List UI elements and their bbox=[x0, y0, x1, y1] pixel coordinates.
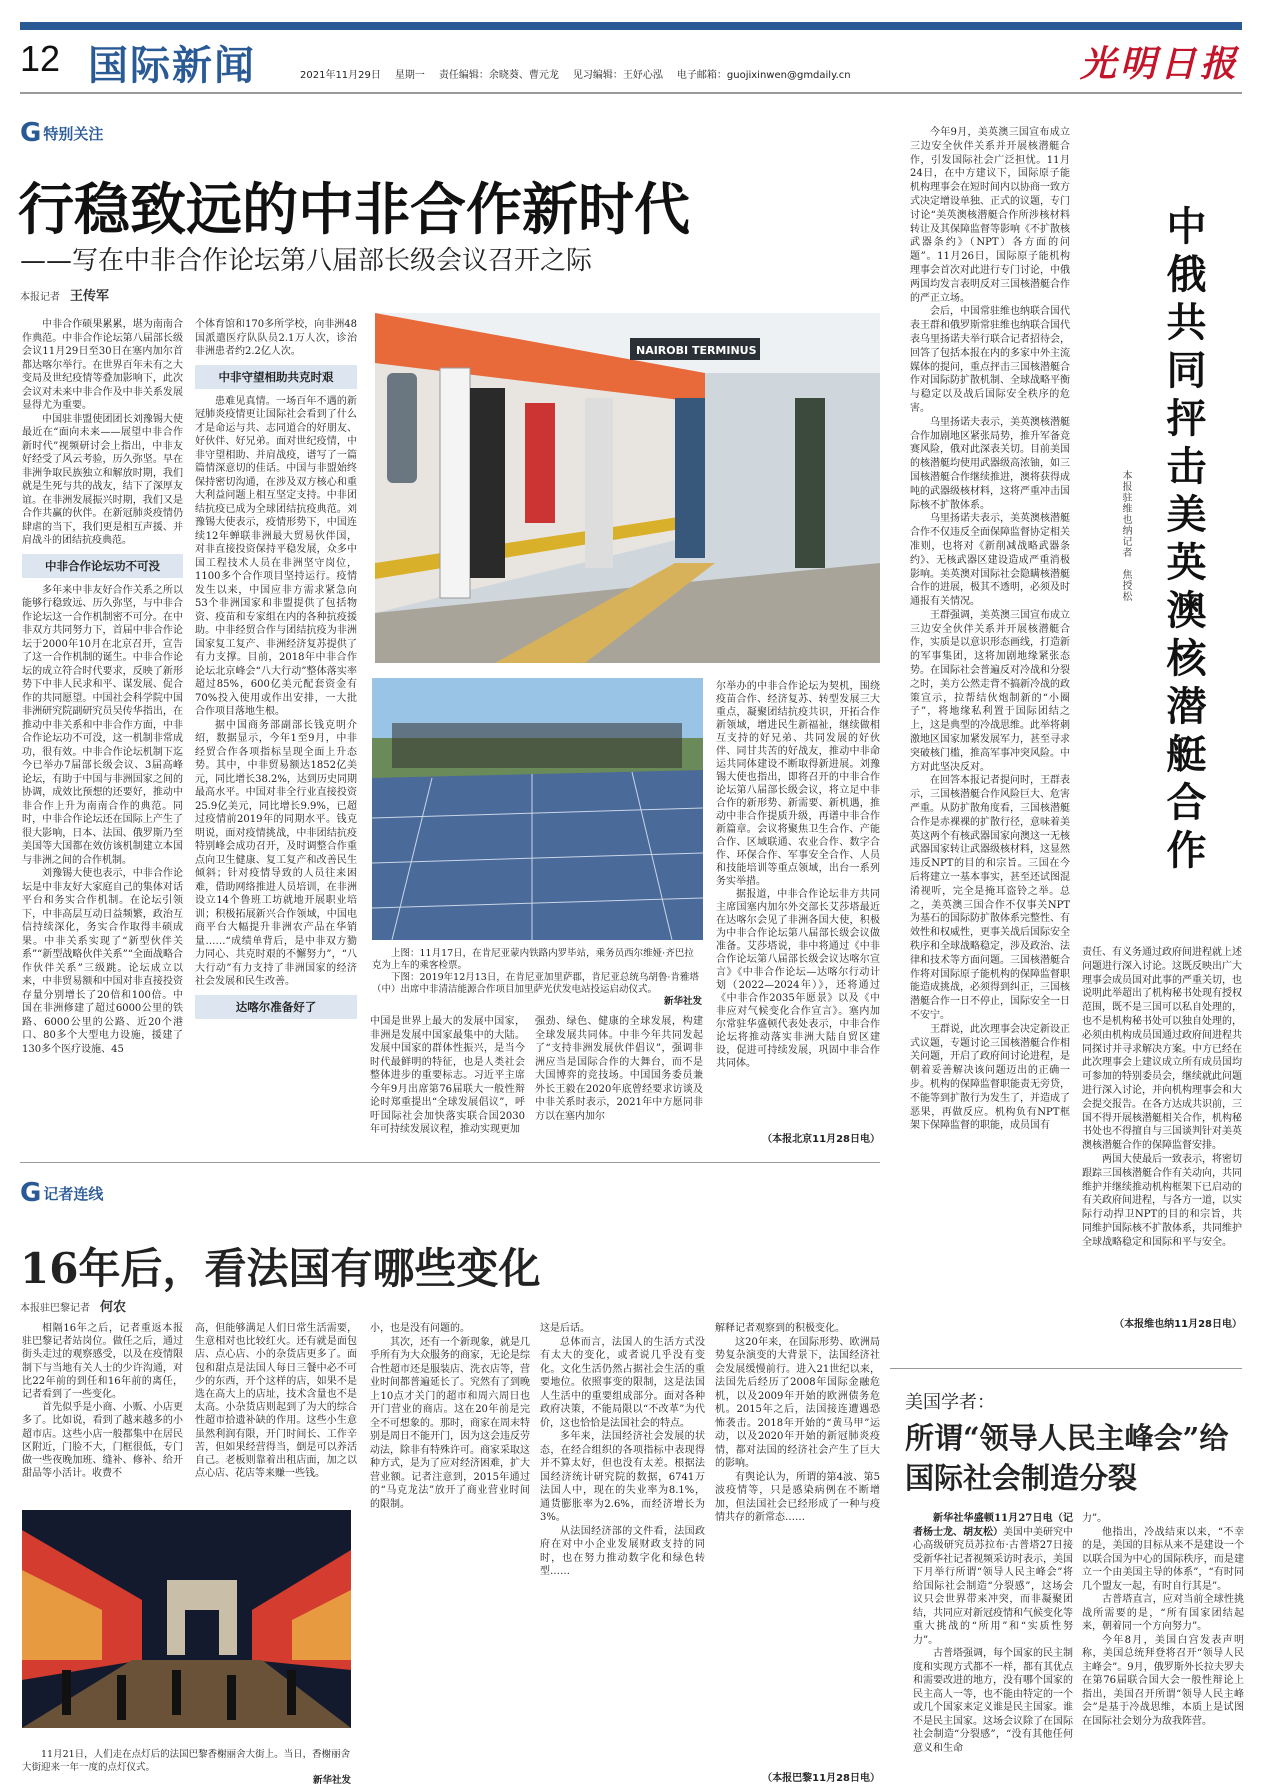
dateline: （本报巴黎11月28日电） bbox=[762, 1773, 880, 1784]
weekday: 星期一 bbox=[394, 70, 425, 81]
scholar-headline: 所谓“领导人民主峰会”给国际社会制造分裂 bbox=[905, 1421, 1229, 1495]
france-headline: 16年后，看法国有哪些变化 bbox=[20, 1244, 541, 1293]
divider bbox=[890, 1368, 1242, 1369]
nuclear-byline: 本报驻维也纳记者 焦授松 bbox=[1120, 470, 1131, 602]
date: 2021年11月29日 bbox=[300, 70, 381, 81]
article-column: 这是后话。 总体而言，法国人的生活方式没有太大的变化，或者说几乎没有变化。文化生活仍然占据社会生活的重要地位。依照事变的限制，这是法国人生活中的重要组成部分。面对各种政府决策，不能局限以“不改革”为代价，这也恰恰是法国社会的特点。 多年来，法国经济社会发展的状态，在经合组织的各项指标中表现得并不算太好，但也没有太差。根据法国经济统计研究院的数据，6741万法国人中，现在的失业率为8.1%，通货膨胀率为2.6%，而经济增长为3%。 从法国经济部的文件看，法国政府在对中小企业发展财政支持的同时，也在努力推动数字化和绿色转型…… bbox=[540, 1323, 705, 1577]
top-rule bbox=[20, 22, 1242, 30]
article-column: 力”。 他指出，冷战结束以来，“不幸的是，美国的目标从来不是建设一个以联合国为中心的国际秩序，而是建立一个由美国主导的体系”，“有时同几个盟友一起，有时自行其是”。 古普塔直言，应对当前全球性挑战所需要的是，“所有国家团结起来，朝着同一个方向努力”。 今年8月，美国白宫发表声明称，美国总统拜登将召开“领导人民主峰会”。9月，俄罗斯外长拉夫罗夫在第76届联合国大会一般性辩论上指出，美国召开所谓“领导人民主峰会”是基于冷战思维，本质上是试图在国际社会划分为敌我阵营。 bbox=[1082, 1513, 1244, 1727]
dateline: （本报北京11月28日电） bbox=[762, 1134, 880, 1145]
section-tag: G 记者连线 bbox=[20, 1178, 104, 1208]
article-column: 中非合作硕果累累，堪为南南合作典范。中非合作论坛第八届部长级会议11月29日至30日在塞内加尔首都达喀尔举行。在世界百年未有之大变局及世纪疫情等叠加影响下，此次会议对未来中非合作及中非关系发展显得尤为重要。 中国驻非盟使团团长刘豫锡大使最近在“面向未来——展望中非合作新时代”视频研讨会上指出，中非友好经受了风云考验，历久弥坚。早在非洲争取民族独立和解放时期，我们就是生死与共的战友，结下了深厚友谊。在非洲发展振兴时期，我们又是合作共赢的伙伴。在新冠肺炎疫情仍肆虐的当下，我们更是相互声援、并肩战斗的团结抗疫典范。 中非合作论坛功不可没 多年来中非友好合作关系之所以能够行稳致远、历久弥坚，与中非合作论坛这一合作机制密不可分。在中非双方共同努力下，首届中非合作论坛于2000年10月在北京召开，宣告了这一合作机制的诞生。中非合作论坛的成立符合时代要求，反映了新形势下中非人民求和平、谋发展、促合作的共同愿望。中国社会科学院中国非洲研究院副研究员吴传华指出，在推动中非关系和中非合作方面，中非合作论坛功不可没，这一机制非常成功，很有效。中非合作论坛机制下迄今已举办7届部长级会议、3届高峰论坛，有助于中国与非洲国家之间的协调，成效比预想的还要好，推动中非合作上升为南南合作的典范。同时，中非合作论坛还在国际上产生了很大影响，日本、法国、俄罗斯乃至美国等大国都在效仿该机制建立本国与非洲之间的合作机制。 刘豫锡大使也表示，中非合作论坛是中非友好大家庭自己的集体对话平台和务实合作机制。在论坛引领下，中非高层互动日益频繁，政治互信持续深化，务实合作取得丰硕成果。中非关系实现了“新型伙伴关系”“新型战略伙伴关系”“全面战略合作伙伴关系”三级跳。论坛成立以来，中非贸易额和中国对非直接投资存量分别增长了20倍和100倍。中国在非洲修建了超过6000公里的铁路、6000公里的公路、近20个港口、80多个大型电力设施，援建了130多个医疗设施、45 bbox=[22, 319, 183, 1055]
g-logo-icon: G bbox=[20, 1178, 42, 1208]
photo-credit: 新华社发 bbox=[663, 996, 702, 1007]
dateline: （本报维也纳11月28日电） bbox=[1114, 1319, 1242, 1330]
nuclear-column: 责任、有义务通过政府间进程就上述问题进行深入讨论。这既反映出广大理事会成员国对此事的严重关切，也说明此举超出了机构秘书处现有授权范围，既不是三国可以私自处理的，也不是机构秘书处可以独自处理的，必须由机构成员国通过政府间进程共同探讨并寻求解决方案。中方已经在此次理事会上建议成立所有成员国均可参加的特别委员会，继续就此问题进行深入讨论，并向机构理事会和大会提交报告。在各方达成共识前，三国不得开展核潜艇相关合作，机构秘书处也不得擅自与三国谈判针对美英澳核潜艇合作的保障监督安排。 两国大使最后一致表示，将密切跟踪三国核潜艇合作有关动向，共同维护并继续推动机构框架下已启动的有关政府间进程，与各方一道，以实际行动捍卫NPT的目的和宗旨，共同维护国际核不扩散体系，共同维护全球战略稳定和国际和平与安全。 bbox=[1082, 947, 1242, 1248]
nuclear-column: 今年9月，美英澳三国宣布成立三边安全伙伴关系并开展核潜艇合作，引发国际社会广泛担忧。11月24日，在中方建议下，国际原子能机构理事会在短时间内以协商一致方式决定增设单独、正式的议题，专门讨论“美英澳核潜艇合作所涉核材料转让及其保障监督等影响《不扩散核武器条约》（NPT）各方面的问题”。11月26日，国际原子能机构理事会首次对此进行专门讨论，中俄两国均发言表明反对三国核潜艇合作的严正立场。 会后，中国常驻维也纳联合国代表王群和俄罗斯常驻维也纳联合国代表乌里扬诺夫举行联合记者招待会，回答了包括本报在内的多家中外主流媒体的提问，重点抨击三国核潜艇合作对国际防扩散机制、全球战略平衡与稳定以及战后国际安全秩序的危害。 乌里扬诺夫表示，美英澳核潜艇合作加剧地区紧张局势，推升军备竞赛风险，俄对此深表关切。目前美国的核潜艇均使用武器级高浓铀，如三国核潜艇合作继续推进，澳将获得成吨的武器级核材料，这将严重冲击国际核不扩散体系。 乌里扬诺夫表示，美英澳核潜艇合作不仅违反全面保障监督协定相关准则，也将对《新削减战略武器条约》、无核武器区建设造成严重消极影响。美英澳对国际社会隐瞒核潜艇合作的进展，极其不透明，必须及时通报有关情况。 王群强调，美英澳三国宣布成立三边安全伙伴关系并开展核潜艇合作，实质是以意识形态画线，打造新的军事集团，这将加剧地缘紧张态势。在国际社会普遍反对冷战和分裂之时，美方公然走背不搞新冷战的政策宣示，拉帮结伙炮制新的“小圈子”，将地缘私利置于国际团结之上，这是典型的冷战思维。此举将刺激地区国家加紧发展军力，甚至寻求突破核门槛，推高军事冲突风险。中方对此坚决反对。 在回答本报记者提问时，王群表示，三国核潜艇合作风险巨大、危害严重。从防扩散角度看，三国核潜艇合作是赤裸裸的扩散行径，意味着美英这两个有核武器国家向澳这一无核武器国家转让武器级核材料，这显然违反NPT的目的和宗旨。三国在今后将建立一基本事实，甚至还试图混淆视听，完全是掩耳盗铃之举。总之，美英澳三国合作不仅事关NPT为基石的国际防扩散体系完整性、有效性和权威性，更事关战后国际安全秩序和全球战略稳定，涉及政治、法律和技术等方面问题。三国核潜艇合作将对国际原子能机构的保障监督职能造成挑战，必须得到纠正，三国核潜艇合作一日不停止，国际安全一日不安宁。 王群说，此次理事会决定新设正式议题，专题讨论三国核潜艇合作相关问题，开启了政府间讨论进程，是朝着妥善解决该问题迈出的正确一步。机构的保障监督职能责无旁贷，不能等到扩散行为发生了，并造成了恶果，再做反应。机构负有NPT框架下保障监督的职能，成员国有 bbox=[910, 127, 1070, 1132]
headline: 行稳致远的中非合作新时代 bbox=[18, 177, 690, 243]
email[interactable]: 电子邮箱：guojixinwen@gmdaily.cn bbox=[676, 70, 851, 81]
subhead: 中非合作论坛功不可没 bbox=[22, 554, 183, 578]
tag-label: 特别关注 bbox=[43, 124, 104, 143]
trainee-editor: 见习编辑：王妤心泓 bbox=[572, 70, 663, 81]
newspaper-logo: 光明日报 bbox=[1079, 43, 1240, 85]
solar-plant-photo bbox=[372, 678, 703, 940]
article-column: 高，但能够满足人们日常生活需要，生意相对也比较红火。还有就是面包店、点心店、小的杂货店更多了。面包和甜点是法国人每日三餐中必不可少的东西，开个这样的店，如果不是选在高大上的店址，技术含量也不是太高。小杂货店则起到了为大的综合性超市拾遗补缺的作用。这些小生意虽然利润有限，开门时间长、工作辛苦，但如果经营得当，倒是可以养活自己。老板则靠着出租店面，加之以点心店、花店等来赚一些钱。 bbox=[195, 1323, 357, 1480]
photo-caption: 上图：11月17日，在肯尼亚蒙内铁路内罗毕站，乘务员西尔维娅·齐巴拉克为上车的乘客检票。 下图：2019年12月13日，在肯尼亚加里萨郡，肯尼亚总统乌胡鲁·肯雅塔（中）出席中非清洁能源合作项目加里萨光伏发电站投运启动仪式。 新华社发 bbox=[372, 948, 702, 1007]
article-column: 解释记者观察到的积极变化。 这20年来，在国际形势、欧洲局势复杂演变的大背景下，法国经济社会发展缓慢前行。进入21世纪以来，法国先后经历了2008年国际金融危机，以及2009年开始的欧洲债务危机。2015年之后，法国接连遭遇恐怖袭击。2018年开始的“黄马甲”运动，以及2020年开始的新冠肺炎疫情，都对法国的经济社会产生了巨大的影响。 有舆论认为，所谓的第4波、第5波疫情等，只是感染病例在不断增加，但法国社会已经形成了一种与疫情共存的新常态…… bbox=[715, 1323, 880, 1523]
nuclear-headline: 中俄共同抨击美英澳核潜艇合作 bbox=[1160, 205, 1207, 877]
header-rule bbox=[20, 92, 1242, 94]
divider bbox=[20, 1162, 880, 1163]
article-column: 强劲、绿色、健康的全球发展，构建全球发展共同体。中非今年共同发起了“支持非洲发展伙伴倡议”，强调非洲应当是国际合作的大舞台，而不是大国博弈的竞技场。中国国务委员兼外长王毅在2020年底曾经要求访谈及中非关系时表示，2021年中方愿同非方以在塞内加尔 bbox=[535, 1016, 703, 1122]
champs-elysees-photo bbox=[22, 1510, 351, 1728]
g-logo-icon: G bbox=[20, 118, 42, 148]
article-column: 相隔16年之后，记者重返本报驻巴黎记者站岗位。做任之后，通过街头走过的观察感受，以及在疫情限制下与当地有关人士的少许沟通，对比22年前的到任和16年前的离任，记者看到了一些变化。 首先似乎是小商、小贩、小店更多了。比如说，看到了越来越多的小超市店。这些小店一般都集中在居民区附近，门脸不大，门框很低，专门做一些夜晚加班、缝补、修补、给开甜品等小活计。收费不 bbox=[22, 1323, 183, 1480]
article-column: 尔举办的中非合作论坛为契机，围绕疫苗合作、经济复苏、转型发展三大重点，凝聚团结抗疫共识，开拓合作新领域，增进民生新福祉，继续做相互支持的好兄弟、共同发展的好伙伴、同甘共苦的好战友，推动中非命运共同体建设不断取得新进展。刘豫锡大使也指出，即将召开的中非合作论坛第八届部长级会议，将立足中非合作的新形势、新需要、新机遇，推动中非合作提质升级，再谱中非合作新篇章。会议将聚焦卫生合作、产能合作、区域联通、农业合作、数字合作、环保合作、军事安全合作、人员和技能培训等重点领域，出台一系列务实举措。 据报道，中非合作论坛非方共同主席国塞内加尔外交部长艾莎塔最近在达喀尔会见了非洲各国大使，积极为中非合作论坛第八届部长级会议做准备。艾莎塔说，非中将通过《中非合作论坛第八届部长级会议达喀尔宣言》《中非合作论坛—达喀尔行动计划（2022—2024年）》，还将通过《中非合作2035年愿景》以及《中非应对气候变化合作宣言》。塞内加尔常驻华盛顿代表处表示，中非合作论坛将推动落实非洲大陆自贸区建设，促进可持续发展，巩固中非合作共同体。 bbox=[716, 681, 880, 1069]
article-column: 新华社华盛顿11月27日电（记者杨士龙、胡友松）美国中美研究中心高级研究员苏拉布·古普塔27日接受新华社记者视频采访时表示，美国下月举行所谓“领导人民主峰会”将给国际社会制造“分裂感”，这场会议只会世界带来冲突，而非凝聚团结，共同应对新冠疫情和气候变化等重大挑战的“所用”和“实质性努力”。 古普塔强调，每个国家的民主制度和实现方式都不一样，都有其优点和需要改进的地方，没有哪个国家的民主高人一等，也不能由特定的一个或几个国家来定义谁是民主国家。谁不是民主国家。这场会议除了在国际社会制造“分裂感”，“没有其他任何意义和生命 bbox=[913, 1513, 1073, 1754]
train-station-photo bbox=[375, 313, 880, 663]
photo-credit: 新华社发 bbox=[312, 1775, 351, 1786]
masthead-meta bbox=[300, 66, 865, 81]
station-sign: NAIROBI TERMINUS bbox=[636, 344, 757, 357]
article-column: 小，也是没有问题的。 其次，还有一个新现象，就是几乎所有为大众服务的商家，无论是综合性超市还是服装店、洗衣店等，营业时间都普遍延长了。究然有了到晚上10点才关门的超市和周六周日也开门营业的商店。这在20年前是完全不可想象的。那时，商家在周末特别是周日不能开门，因为这会违反劳动法，除非有特殊许可。商家采取这种方式，是为了应对经济困难，扩大营业额。记者注意到，2015年通过的“马克龙法”放开了商业营业时间的限制。 bbox=[370, 1323, 530, 1510]
kicker: 美国学者： bbox=[905, 1392, 995, 1413]
subhead: 中非守望相助共克时艰 bbox=[195, 365, 357, 389]
subhead: 达喀尔准备好了 bbox=[195, 995, 357, 1019]
section-tag bbox=[20, 118, 103, 148]
article-column: 个体育馆和170多所学校，向非洲48国派遣医疗队队员2.1万人次，诊治非洲患者约2.2亿人次。 中非守望相助共克时艰 患难见真情。一场百年不遇的新冠肺炎疫情更让国际社会看到了什么才是命运与共、志同道合的好朋友、好伙伴、好兄弟。面对世纪疫情，中非守望相助、并肩战疫，谱写了一篇篇情深意切的佳话。中国与非盟始终保持密切沟通，在涉及双方核心和重大利益问题上相互坚定支持。中非团结抗疫已成为全球团结抗疫典范。刘豫锡大使表示，疫情形势下，中国连续12年蝉联非洲最大贸易伙伴国，对非直接投资保持平稳发展，众多中国工程技术人员在非洲坚守岗位，1100多个合作项目坚持运行。疫情发生以来，中国应非方需求紧急向53个非洲国家和非盟提供了包括物资、疫苗和专家组在内的各种抗疫援助。中非经贸合作与团结抗疫为非洲国家复工复产、非洲经济复苏提供了有力支撑。目前，2018年中非合作论坛北京峰会“八大行动”整体落实率超过85%，600亿美元配套资金有70%投入使用或作出安排，一大批合作项目落地生根。 据中国商务部副部长钱克明介绍，数据显示，今年1至9月，中非经贸合作各项指标呈现全面上升态势。其中，中非贸易额达1852亿美元，同比增长38.2%，达到历史同期最高水平。中国对非全行业直接投资25.9亿美元，同比增长9.9%，已超过疫情前2019年的同期水平。钱克明说，面对疫情挑战，中非团结抗疫特别峰会成功召开，及时调整合作重点向卫生健康、复工复产和改善民生倾斜；针对疫情导致的人员往来困难，借助网络推进人员培训，在非洲设立14个鲁班工坊就地开展职业培训；积极拓展新兴合作领域，中国电商平台大幅提升非洲农产品在华销量……“成绩单背后，是中非双方勠力同心、共克时艰的不懈努力”，“八大行动”有力支持了非洲国家的经济社会发展和民生改善。 达喀尔准备好了 bbox=[195, 318, 357, 1145]
subheadline: ——写在中非合作论坛第八届部长级会议召开之际 bbox=[20, 246, 593, 276]
byline: 本报记者 王传军 bbox=[20, 289, 110, 304]
article-column: 中国是世界上最大的发展中国家，非洲是发展中国家最集中的大陆。发展中国家的群体性振兴，是当今时代最鲜明的特征，也是人类社会整体进步的重要标志。习近平主席今年9月出席第76届联大一般性辩论时郑重提出“全球发展倡议”，呼吁国际社会加快落实联合国2030年可持续发展议程，推动实现更加 bbox=[370, 1016, 525, 1135]
byline: 本报驻巴黎记者 何农 bbox=[20, 1300, 127, 1315]
photo-caption: 11月21日，人们走在点灯后的法国巴黎香榭丽舍大街上。当日，香榭丽舍大街迎来一年一度的点灯仪式。 新华社发 bbox=[22, 1749, 351, 1786]
editors: 责任编辑：余晓葵、曹元龙 bbox=[438, 70, 559, 81]
section-title: 国际新闻 bbox=[88, 43, 256, 89]
page-number: 12 bbox=[20, 38, 61, 79]
